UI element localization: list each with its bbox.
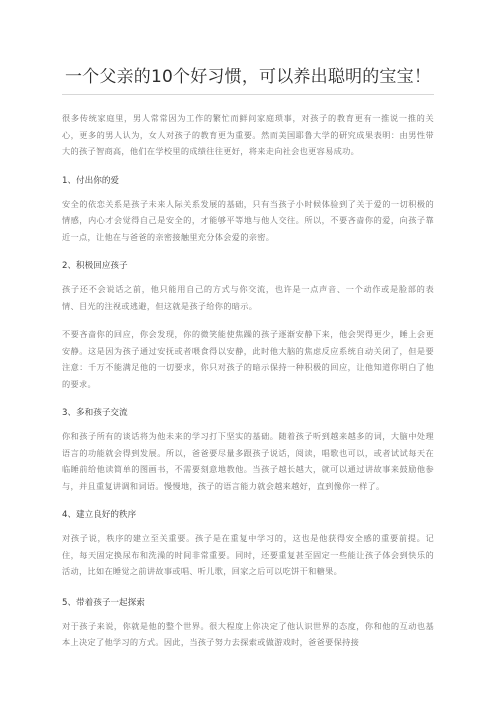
section-heading-2: 2、积极回应孩子 [62,261,128,271]
article-title: 一个父亲的10个好习惯，可以养出聪明的宝宝！ [64,67,432,87]
section-heading-1: 1、付出你的爱 [62,175,120,186]
section-2-paragraph-1: 孩子还不会说话之前，他只能用自己的方式与你交流，也许是一点声音、一个动作或是脸部的表情、目光的注视或逃避，但这就是孩子给你的暗示。 [62,284,434,311]
section-2-paragraph-2: 不要吝啬你的回应，你会发现，你的微笑能使焦躁的孩子逐渐安静下来，他会哭得更少，睡上会更安静。这是因为孩子通过安抚或者喂食得以安静，此时他大脑的焦虑反应系统自动关闭了，但是要注意：千万不能满足他的一切要求，你只对孩子的暗示保持一种积极的回应，让他知道你明白了他的要求。 [62,329,434,389]
section-heading-5: 5、带着孩子一起探索 [62,597,145,608]
section-3-paragraph-1: 你和孩子所有的谈话将为他未来的学习打下坚实的基础。随着孩子听到越来越多的词，大脑中处理语言的功能就会得到发展。所以，爸爸要尽量多跟孩子说话，阅读，唱歌也可以，或者试试每天在临睡前给他读简单的图画书，不需要刻意地教他。当孩子越长越大，就可以通过讲故事来鼓励他参与，并且重复讲调和词语。慢慢地，孩子的语言能力就会越来越好，直到像你一样了。 [62,431,434,491]
section-5-paragraph-1: 对于孩子来说，你就是他的整个世界。很大程度上你决定了他认识世界的态度，你和他的互动也基本上决定了他学习的方式。因此，当孩子努力去探索或做游戏时，爸爸要保持接 [62,620,434,647]
article-body [62,110,434,651]
section-heading-3: 3、多和孩子交流 [62,408,128,418]
section-1-paragraph-1: 安全的依恋关系是孩子未来人际关系发展的基础，只有当孩子小时候体验到了关于爱的一切积极的情感，内心才会觉得自己是安全的，才能够平等地与他人交往。所以，不要吝啬你的爱，向孩子靠近一点，让他在与爸爸的亲密接触里充分体会爱的亲密。 [62,198,434,242]
title-divider [62,94,434,95]
intro-paragraph: 很多传统家庭里，男人常常因为工作的繁忙而鲜问家庭琐事，对孩子的教育更有一推说一推的关心，更多的男人认为，女人对孩子的教育更为重要。然而美国耶鲁大学的研究成果表明：由男性带大的孩子智商高，他们在学校里的成绩往往更好，将来走向社会也更容易成功。 [62,113,434,156]
section-4-paragraph-1: 对孩子说，秩序的建立至关重要。孩子是在重复中学习的，这也是他获得安全感的重要前提。记住，每天固定换尿布和洗澡的时间非常重要。同时，还要重复甚至固定一些能让孩子体会到快乐的活动，比如在睡觉之前讲故事或唱、听儿歌，回家之后可以吃饼干和糖果。 [62,533,434,576]
section-heading-4: 4、建立良好的秩序 [62,510,137,520]
